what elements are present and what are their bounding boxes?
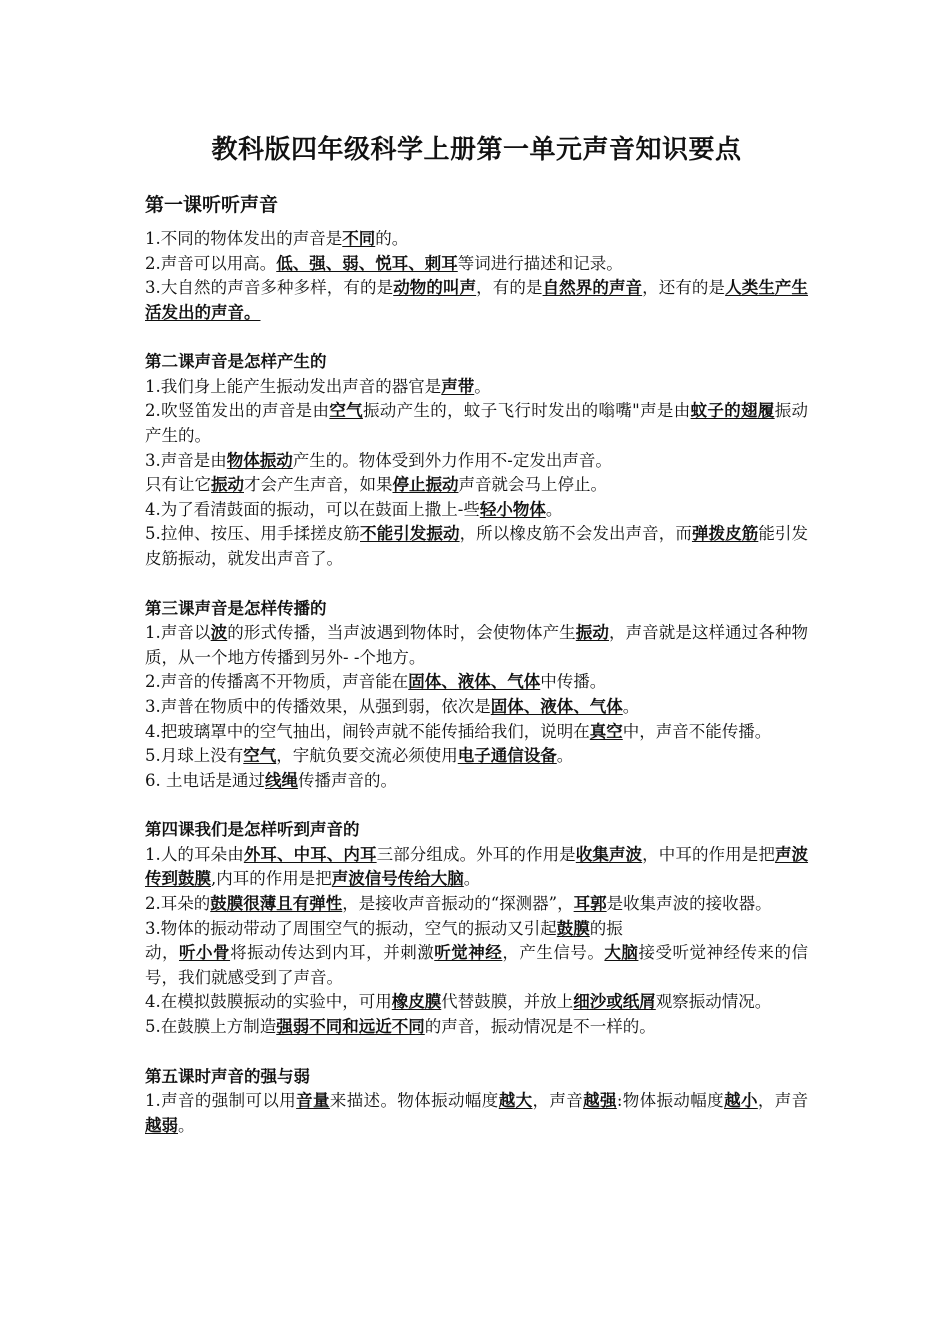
key-term: 振动: [211, 475, 244, 495]
point-text: 1.声音的强制可以用: [145, 1091, 297, 1111]
point-text: 的。: [375, 229, 409, 248]
lesson-section-3: [145, 597, 808, 794]
key-term: 自然界的声音: [542, 278, 643, 298]
point-text: ，中耳的作用是把: [642, 844, 775, 864]
key-term: 不能引发振动: [360, 524, 460, 544]
document-body: [145, 130, 808, 1138]
section-gap: [145, 793, 808, 818]
point-text: 5.在鼓膜上方制造: [145, 1016, 277, 1036]
point-text: 2.吹竖笛发出的声音是由: [145, 401, 330, 421]
lesson-section-1: [145, 190, 808, 325]
point-text: 才会产生声音，如果: [244, 475, 393, 495]
knowledge-point: [145, 227, 808, 252]
point-text: 。: [463, 869, 481, 889]
point-text: ，声音: [757, 1091, 809, 1111]
point-text: 3.声音是由: [145, 450, 227, 470]
point-text: 1.我们身上能产生振动发出声音的器官是: [145, 376, 442, 396]
point-text: 1.声音以: [145, 623, 211, 643]
knowledge-point: [145, 670, 808, 695]
key-term: 鼓膜很薄且有弹性: [210, 893, 343, 913]
point-text: ，声音就是这样通过各种物质，从一个地方传播到另外- -个地方。: [145, 623, 809, 667]
knowledge-point: [145, 473, 808, 498]
section-gap: [145, 1040, 808, 1065]
knowledge-point: [145, 1089, 808, 1138]
point-text: 4.把玻璃罩中的空气抽出，闹铃声就不能传插给我们，说明在: [145, 721, 590, 741]
knowledge-point: [145, 769, 808, 794]
key-term: 物体振动: [226, 450, 293, 470]
key-term: 人类生产生活发出的声音。: [145, 278, 809, 322]
lesson-title: 第一课听听声音: [145, 194, 279, 216]
point-text: ，所以橡皮筋不会发出声音，而: [459, 524, 692, 544]
point-text: 2.声音的传播离不开物质，声音能在: [145, 672, 409, 692]
key-term: 空气: [329, 401, 363, 421]
point-text: 传播声音的。: [298, 770, 397, 790]
point-text: 2.声音可以用高。: [145, 253, 277, 273]
key-term: 空气: [243, 746, 277, 766]
point-text: 接受听觉神经传来的信号，我们就感受到了声音。: [145, 943, 809, 987]
point-text: 能引发皮筋振动，就发出声音了。: [145, 524, 809, 569]
point-text: 代替鼓膜，并放上: [441, 992, 574, 1012]
point-text: 2.耳朵的: [145, 893, 211, 913]
point-text: 3.声普在物质中的传播效果，从强到弱，依次是: [145, 696, 491, 716]
point-text: 观察振动情况。: [655, 992, 772, 1012]
key-term: 停止振动: [392, 475, 459, 495]
point-text: 动，: [145, 943, 180, 963]
point-text: 。: [622, 696, 640, 716]
point-text: 产生的。物体受到外力作用不-定发出声音。: [292, 450, 612, 470]
lesson-title: 第四课我们是怎样听到声音的: [145, 820, 360, 840]
key-term: 固体、液体、气体: [408, 672, 541, 692]
knowledge-point: [145, 917, 808, 942]
knowledge-point: [145, 695, 808, 720]
point-text: 声音就会马上停止。: [458, 475, 607, 495]
key-term: 电子通信设备: [457, 746, 557, 766]
point-text: 4.在模拟鼓膜振动的实验中，可用: [145, 992, 392, 1012]
knowledge-point: [145, 252, 808, 277]
key-term: 越弱: [145, 1115, 178, 1135]
key-term: 听小骨: [179, 943, 231, 963]
point-text: 中传播。: [540, 672, 607, 692]
point-text: 只有让它: [145, 475, 211, 495]
key-term: 声波传到鼓膜: [145, 844, 809, 889]
lesson-title: 第二课声音是怎样产生的: [145, 352, 327, 372]
section-gap: [145, 572, 808, 597]
section-gap: [145, 325, 808, 350]
point-text: 等词进行描述和记录。: [457, 253, 623, 273]
point-text: 振动产生的，蚊子飞行时发出的嗡嘴"声是由: [362, 401, 691, 421]
point-text: 3.大自然的声音多种多样，有的是: [145, 278, 394, 298]
key-term: 动物的叫声: [393, 278, 477, 298]
point-text: ，声音: [532, 1091, 584, 1111]
knowledge-point: [145, 1015, 808, 1040]
point-text: 振动产生的。: [145, 401, 809, 446]
point-text: 中，声音不能传播。: [622, 721, 772, 741]
point-text: 6. 土电话是通过: [145, 770, 265, 790]
key-term: 低、强、弱、悦耳、刺耳: [276, 253, 458, 273]
key-term: 耳郭: [573, 893, 607, 913]
key-term: 不同: [342, 229, 376, 248]
document-title: 教科版四年级科学上册第一单元声音知识要点: [211, 135, 742, 165]
point-text: 。: [178, 1115, 195, 1135]
key-term: 越小: [724, 1091, 758, 1111]
key-term: 越强: [583, 1091, 617, 1111]
key-term: 细沙或纸屑: [573, 992, 656, 1012]
point-text: 5.拉伸、按压、用手揉搓皮筋: [145, 524, 360, 544]
knowledge-point: [145, 843, 808, 892]
point-text: :物体振动幅度: [616, 1091, 725, 1111]
point-text: 。: [556, 746, 574, 766]
key-term: 波: [210, 623, 228, 643]
knowledge-point: [145, 990, 808, 1015]
point-text: 的振: [589, 918, 623, 938]
key-term: 音量: [296, 1091, 330, 1111]
knowledge-point: [145, 720, 808, 745]
lesson-title: 第五课时声音的强与弱: [145, 1066, 310, 1086]
point-text: 3.物体的振动带动了周围空气的振动，空气的振动又引起: [145, 918, 557, 938]
key-term: 轻小物体: [479, 499, 546, 519]
point-text: 的形式传播，当声波遇到物体时，会使物体产生: [227, 623, 576, 643]
key-term: 鼓膜: [556, 918, 590, 938]
point-text: ，是接收声音振动的“探测器”，: [342, 893, 574, 913]
knowledge-point: [145, 892, 808, 917]
key-term: 外耳、中耳、内耳: [243, 844, 377, 864]
point-text: ，有的是: [476, 278, 543, 298]
point-text: ,内耳的作用是把: [211, 869, 332, 889]
key-term: 真空: [589, 721, 623, 741]
knowledge-point: [145, 498, 808, 523]
key-term: 收集声波: [575, 844, 643, 864]
point-text: 1.不同的物体发出的声音是: [145, 229, 343, 248]
point-text: 1.人的耳朵由: [145, 844, 244, 864]
key-term: 振动: [575, 623, 609, 643]
key-term: 声波信号传给大脑: [331, 869, 464, 889]
point-text: ，宇航负要交流必须使用: [276, 746, 458, 766]
point-text: 来描述。物体振动幅度: [329, 1091, 499, 1111]
lesson-section-5: [145, 1065, 808, 1139]
knowledge-point: [145, 744, 808, 769]
knowledge-point: [145, 522, 808, 571]
point-text: 将振动传达到内耳，并刺激: [230, 943, 435, 963]
key-term: 听觉神经: [434, 943, 503, 963]
knowledge-point: [145, 449, 808, 474]
lessons-container: [145, 190, 808, 1138]
key-term: 声带: [441, 376, 475, 396]
point-text: ，产生信号。: [502, 943, 605, 963]
point-text: ，还有的是: [642, 278, 726, 298]
point-text: 4.为了看清鼓面的振动，可以在鼓面上撒上-些: [145, 499, 480, 519]
point-text: 是收集声波的接收器。: [606, 893, 772, 913]
point-text: 5.月球上没有: [145, 746, 244, 766]
point-text: 的声音，振动情况是不一样的。: [424, 1016, 656, 1036]
lesson-title: 第三课声音是怎样传播的: [145, 598, 327, 618]
key-term: 橡皮膜: [391, 992, 442, 1012]
point-text: 三部分组成。外耳的作用是: [376, 844, 576, 864]
knowledge-point: [145, 276, 808, 325]
key-term: 强弱不同和远近不同: [276, 1016, 425, 1036]
key-term: 固体、液体、气体: [490, 696, 623, 716]
key-term: 大脑: [604, 943, 639, 963]
key-term: 越大: [498, 1091, 533, 1111]
knowledge-point: [145, 375, 808, 400]
key-term: 蚊子的翅履: [690, 401, 775, 421]
knowledge-point: [145, 941, 808, 990]
key-term: 线绳: [265, 770, 298, 790]
knowledge-point: [145, 621, 808, 670]
point-text: 。: [474, 376, 491, 396]
key-term: 弹拨皮筋: [691, 524, 759, 544]
lesson-section-4: [145, 818, 808, 1039]
knowledge-point: [145, 399, 808, 448]
point-text: 。: [545, 499, 563, 519]
lesson-section-2: [145, 350, 808, 571]
